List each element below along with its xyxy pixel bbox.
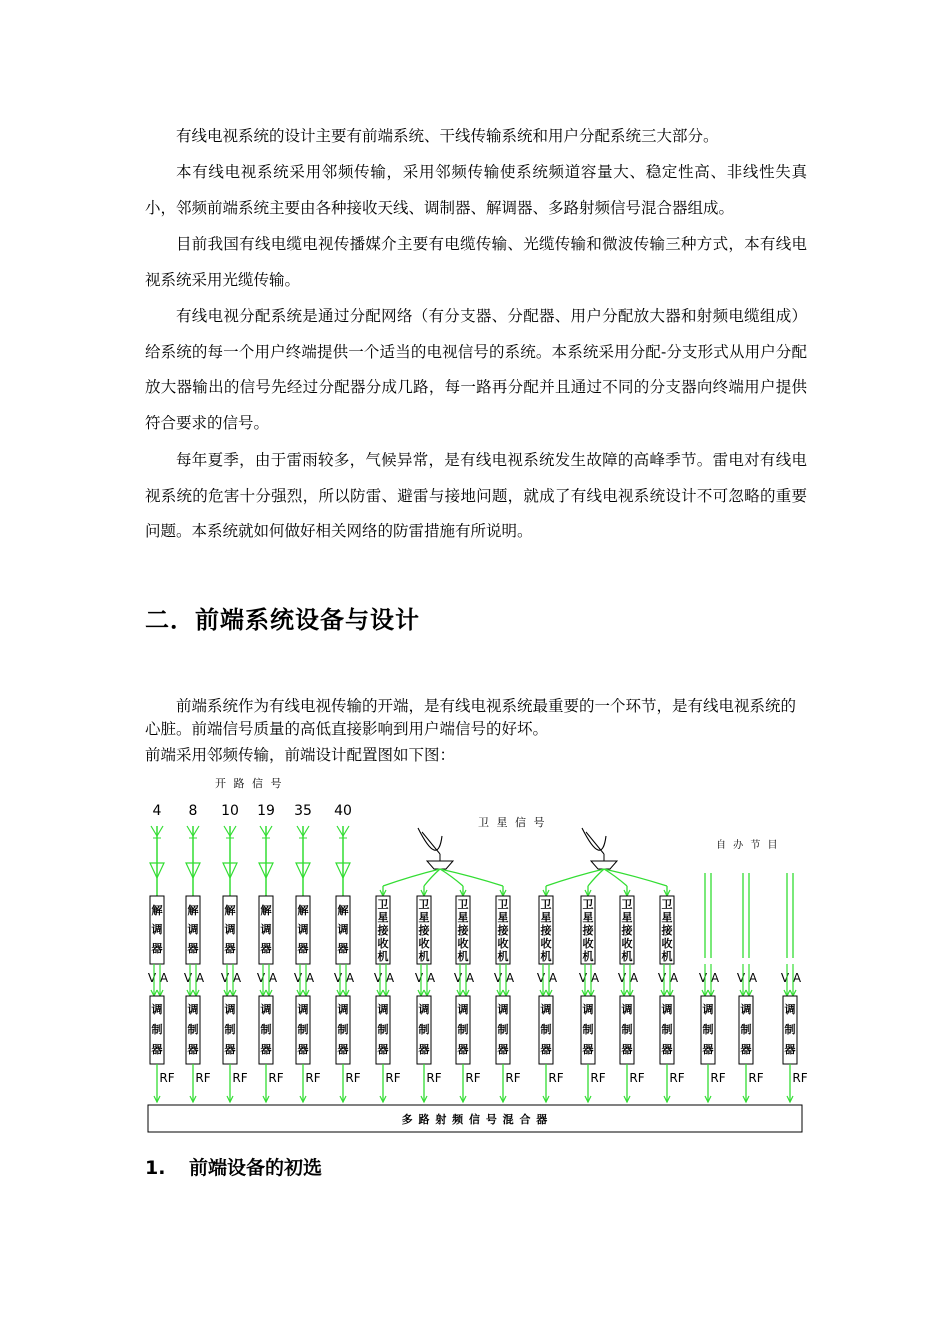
satellite-2-feed-line [604,869,667,886]
satellite-receiver-label: 卫 [621,898,633,911]
va-label: V A [493,971,515,985]
rf-label: RF [710,1071,726,1085]
va-label: V A [536,971,558,985]
modulator-label: 制 [540,1023,552,1036]
mixer-label: 多 路 射 频 信 号 混 合 器 [401,1113,549,1126]
channel-number-label: 10 [221,803,239,819]
modulator-label: 调 [418,1003,430,1016]
satellite-receiver-label: 收 [497,937,509,950]
modulator-label: 调 [260,1003,272,1016]
va-label: V A [373,971,395,985]
channel-number-label: 19 [257,803,275,819]
modulator-label: 器 [337,1043,349,1056]
satellite-receiver-label: 卫 [377,898,389,911]
modulator-label: 调 [297,1003,309,1016]
rf-label: RF [195,1071,211,1085]
section-paragraph: 前端系统作为有线电视传输的开端，是有线电视系统最重要的一个环节，是有线电视系统的心脏。前端信号质量的高低直接影响到用户端信号的好坏。 [145,697,797,738]
satellite-signal-label: 卫 星 信 号 [478,816,547,829]
modulator-label: 制 [337,1023,349,1036]
demodulator-label: 器 [224,942,236,955]
demodulator-label: 调 [260,923,272,936]
demodulator-label: 解 [297,904,309,917]
va-label: V A [147,971,169,985]
va-label: V A [578,971,600,985]
paragraph-3: 目前我国有线电缆电视传播媒介主要有电缆传输、光缆传输和微波传输三种方式，本有线电视系统采用光缆传输。 [145,235,807,289]
satellite-receiver-label: 接 [418,924,430,937]
modulator-label: 器 [582,1043,594,1056]
satellite-receiver-label: 星 [540,911,552,924]
va-label: V A [617,971,639,985]
satellite-receiver-label: 接 [377,924,389,937]
subheading-number: 1. [145,1157,166,1179]
modulator-label: 调 [702,1003,714,1016]
modulator-label: 制 [497,1023,509,1036]
demodulator-label: 解 [151,904,163,917]
satellite-receiver-label: 收 [377,937,389,950]
satellite-receiver-label: 机 [418,950,430,963]
demodulator-label: 器 [151,942,163,955]
section-heading: 二．前端系统设备与设计 [145,606,420,634]
modulator-label: 器 [457,1043,469,1056]
satellite-receiver-label: 卫 [418,898,430,911]
rf-label: RF [669,1071,685,1085]
demodulator-label: 调 [151,923,163,936]
modulator-label: 器 [187,1043,199,1056]
va-label: V A [736,971,758,985]
rf-label: RF [159,1071,175,1085]
rf-label: RF [268,1071,284,1085]
rf-label: RF [548,1071,564,1085]
channel-number-label: 35 [294,803,312,819]
modulator-label: 制 [418,1023,430,1036]
channel-number-label: 4 [152,803,162,819]
demodulator-label: 调 [187,923,199,936]
rf-label: RF [748,1071,764,1085]
demodulator-label: 解 [187,904,199,917]
paragraph-2: 本有线电视系统采用邻频传输，采用邻频传输使系统频道容量大、稳定性高、非线性失真小，邻频前端系统主要由各种接收天线、调制器、解调器、多路射频信号混合器组成。 [145,163,807,217]
modulator-label: 调 [661,1003,673,1016]
modulator-label: 调 [377,1003,389,1016]
modulator-label: 制 [151,1023,163,1036]
modulator-label: 制 [224,1023,236,1036]
modulator-label: 调 [540,1003,552,1016]
rf-label: RF [505,1071,521,1085]
satellite-2-dish-icon [582,828,606,850]
modulator-label: 器 [740,1043,752,1056]
modulator-label: 器 [540,1043,552,1056]
paragraph-1: 有线电视系统的设计主要有前端系统、干线传输系统和用户分配系统三大部分。 [176,127,719,145]
self-program-label: 自 办 节 目 [716,840,780,851]
demodulator-label: 器 [260,942,272,955]
satellite-receiver-label: 收 [540,937,552,950]
rf-label: RF [345,1071,361,1085]
satellite-receiver-label: 收 [661,937,673,950]
satellite-1-feed-line [440,869,503,886]
modulator-label: 器 [377,1043,389,1056]
satellite-receiver-label: 机 [497,950,509,963]
subheading-text: 前端设备的初选 [189,1157,323,1179]
rf-label: RF [629,1071,645,1085]
satellite-receiver-label: 机 [377,950,389,963]
modulator-label: 制 [702,1023,714,1036]
satellite-receiver-label: 机 [582,950,594,963]
modulator-label: 调 [151,1003,163,1016]
satellite-receiver-label: 收 [457,937,469,950]
satellite-receiver-label: 星 [418,911,430,924]
channel-number-label: 40 [334,803,352,819]
satellite-receiver-label: 卫 [457,898,469,911]
rf-label: RF [385,1071,401,1085]
satellite-receiver-label: 接 [540,924,552,937]
modulator-label: 制 [187,1023,199,1036]
rf-label: RF [590,1071,606,1085]
satellite-receiver-label: 收 [418,937,430,950]
satellite-receiver-label: 卫 [661,898,673,911]
satellite-receiver-label: 接 [457,924,469,937]
channel-number-label: 8 [188,803,198,819]
demodulator-label: 解 [260,904,272,917]
demodulator-label: 解 [224,904,236,917]
va-label: V A [698,971,720,985]
demodulator-label: 器 [187,942,199,955]
rf-label: RF [792,1071,808,1085]
modulator-label: 器 [418,1043,430,1056]
diagram-caption: 前端采用邻频传输，前端设计配置图如下图： [145,746,456,764]
subheading [145,1153,322,1180]
va-label: V A [220,971,242,985]
va-label: V A [293,971,315,985]
modulator-label: 调 [457,1003,469,1016]
open-signal-label: 开 路 信 号 [215,777,284,790]
satellite-receiver-label: 接 [582,924,594,937]
satellite-receiver-label: 星 [497,911,509,924]
satellite-receiver-label: 星 [582,911,594,924]
modulator-label: 制 [582,1023,594,1036]
satellite-receiver-label: 卫 [497,898,509,911]
va-label: V A [256,971,278,985]
satellite-receiver-label: 机 [661,950,673,963]
modulator-label: 器 [151,1043,163,1056]
satellite-receiver-label: 机 [457,950,469,963]
satellite-receiver-label: 卫 [540,898,552,911]
paragraph-4: 有线电视分配系统是通过分配网络（有分支器、分配器、用户分配放大器和射频电缆组成）给系统的每一个用户终端提供一个适当的电视信号的系统。本系统采用分配-分支形式从用户分配放大器输出的信号先经过分配器分成几路，每一路再分配并且通过不同的分支器向终端用户提供符合要求的信号。 [145,307,807,432]
headend-configuration-diagram [140,768,808,1138]
satellite-receiver-label: 卫 [582,898,594,911]
modulator-label: 器 [260,1043,272,1056]
va-label: V A [780,971,802,985]
demodulator-label: 调 [224,923,236,936]
satellite-2-splitter-icon [591,861,617,869]
modulator-label: 制 [784,1023,796,1036]
satellite-receiver-label: 收 [582,937,594,950]
satellite-1-dish-feed [422,832,440,854]
demodulator-label: 器 [297,942,309,955]
satellite-1-splitter-icon [427,861,453,869]
modulator-label: 制 [297,1023,309,1036]
modulator-label: 调 [740,1003,752,1016]
satellite-receiver-label: 接 [497,924,509,937]
modulator-label: 器 [661,1043,673,1056]
satellite-1-dish-icon [418,828,442,850]
modulator-label: 调 [497,1003,509,1016]
modulator-label: 制 [661,1023,673,1036]
modulator-label: 调 [337,1003,349,1016]
modulator-label: 调 [784,1003,796,1016]
rf-label: RF [232,1071,248,1085]
va-label: V A [183,971,205,985]
rf-label: RF [305,1071,321,1085]
rf-label: RF [426,1071,442,1085]
modulator-label: 器 [784,1043,796,1056]
modulator-label: 器 [702,1043,714,1056]
modulator-label: 制 [260,1023,272,1036]
satellite-receiver-label: 收 [621,937,633,950]
satellite-2-dish-feed [586,832,604,854]
modulator-label: 制 [740,1023,752,1036]
modulator-label: 调 [621,1003,633,1016]
demodulator-label: 调 [337,923,349,936]
modulator-label: 调 [582,1003,594,1016]
modulator-label: 调 [187,1003,199,1016]
modulator-label: 调 [224,1003,236,1016]
rf-label: RF [465,1071,481,1085]
va-label: V A [333,971,355,985]
modulator-label: 器 [297,1043,309,1056]
satellite-receiver-label: 星 [457,911,469,924]
modulator-label: 制 [377,1023,389,1036]
satellite-receiver-label: 接 [661,924,673,937]
satellite-receiver-label: 机 [621,950,633,963]
modulator-label: 制 [457,1023,469,1036]
satellite-receiver-label: 机 [540,950,552,963]
va-label: V A [414,971,436,985]
modulator-label: 器 [497,1043,509,1056]
modulator-label: 器 [621,1043,633,1056]
demodulator-label: 解 [337,904,349,917]
demodulator-label: 调 [297,923,309,936]
satellite-receiver-label: 星 [377,911,389,924]
satellite-receiver-label: 接 [621,924,633,937]
modulator-label: 制 [621,1023,633,1036]
demodulator-label: 器 [337,942,349,955]
satellite-receiver-label: 星 [621,911,633,924]
va-label: V A [453,971,475,985]
modulator-label: 器 [224,1043,236,1056]
paragraph-5: 每年夏季，由于雷雨较多，气候异常，是有线电视系统发生故障的高峰季节。雷电对有线电视系统的危害十分强烈，所以防雷、避雷与接地问题，就成了有线电视系统设计不可忽略的重要问题。本系统就如何做好相关网络的防雷措施有所说明。 [145,451,807,540]
satellite-receiver-label: 星 [661,911,673,924]
va-label: V A [657,971,679,985]
